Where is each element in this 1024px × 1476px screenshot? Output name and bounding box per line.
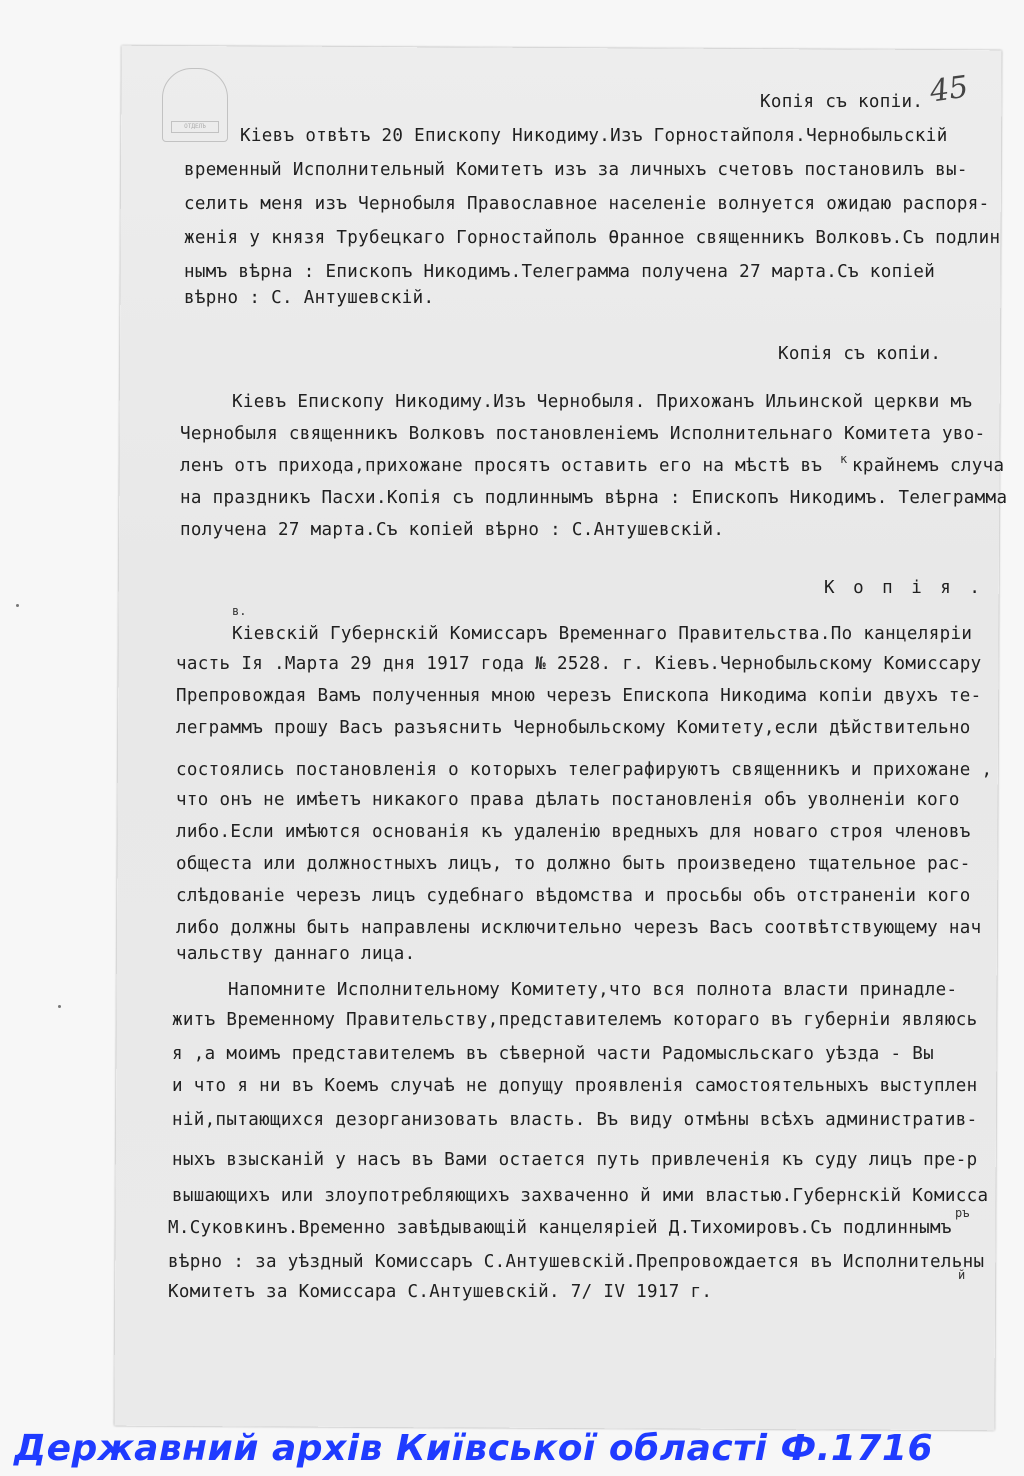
letter-line: леграммъ прошу Васъ разъяснить Чернобыльскому Комитету,если дѣйствительно [176, 718, 971, 738]
telegram2-line: Чернобыля священникъ Волковъ постановленіемъ Исполнительнаго Комитета уво- [180, 424, 986, 444]
letter-line: слѣдованіе черезъ лицъ судебнаго вѣдомства и просьбы объ отстраненіи кого [176, 886, 971, 906]
letter-line: вѣрно : за уѣздный Комиссаръ С.Антушевскій.Препровождается въ Исполнительны [168, 1252, 985, 1272]
letter-line: и что я ни въ Коемъ случаѣ не допущу проявленія самостоятельныхъ выступлен [172, 1076, 978, 1096]
letter-line: чальству даннаго лица. [176, 944, 416, 964]
letter-line: Препровождая Вамъ полученныя мною черезъ Епископа Никодима копіи двухъ те- [176, 686, 982, 706]
telegram1-line: вѣрно : С. Антушевскій. [184, 288, 435, 308]
insert-mark: ръ [955, 1206, 970, 1220]
archive-stamp-icon [162, 68, 228, 142]
telegram1-line: временный Исполнительный Комитетъ изъ за личныхъ счетовъ постановилъ вы- [184, 160, 968, 180]
letter-line: Кіевскій Губернскій Комиссаръ Временнаго Правительства.По канцеляріи [232, 624, 973, 644]
stamp-text: ОТДЕЛЪ [171, 121, 219, 133]
archive-watermark-label: Державний архів Київської області Ф.1716 [14, 1428, 934, 1469]
letter-line: вышающихъ или злоупотребляющихъ захваченно й ими властью.Губернскій Комисса [172, 1186, 989, 1206]
letter-line: состоялись постановленія о которыхъ телеграфируютъ священникъ и прихожане , [176, 760, 993, 780]
letter-line: житъ Временному Правительству,представителемъ котораго въ губерніи являюсь [172, 1010, 978, 1030]
letter-line: ныхъ взысканій у насъ въ Вами остается путь привлеченія къ суду лицъ пре-р [172, 1150, 978, 1170]
insert-mark: к [840, 452, 848, 466]
telegram2-heading: Копія съ копіи. [778, 344, 942, 364]
letter-line: я ,а моимъ представителемъ въ сѣверной части Радомысльскаго уѣзда - Вы [172, 1044, 935, 1064]
telegram2-line: на праздникъ Пасхи.Копія съ подлиннымъ вѣрна : Епископъ Никодимъ. Телеграмма [180, 488, 1008, 508]
letter-line: либо должны быть направлены исключительно черезъ Васъ соотвѣтствующему нач [176, 918, 982, 938]
letter-line: что онъ не имѣетъ никакого права дѣлать постановленія объ уволненіи кого [176, 790, 960, 810]
letter-line: общеста или должностныхъ лицъ, то должно быть произведено тщательное рас- [176, 854, 971, 874]
telegram2-line: получена 27 марта.Съ копіей вѣрно : С.Антушевскій. [180, 520, 725, 540]
telegram1-line: женія у князя Трубецкаго Горностайполь Ѳранное священникъ Волковъ.Съ подлин [184, 228, 1001, 248]
telegram1-line: Кіевъ отвѣтъ 20 Епископу Никодиму.Изъ Горностайполя.Чернобыльскій [240, 126, 948, 146]
scan-speck [58, 1005, 61, 1008]
insert-mark: й [958, 1268, 966, 1282]
telegram1-line: нымъ вѣрна : Епископъ Никодимъ.Телеграмма получена 27 марта.Съ копіей [184, 262, 936, 282]
telegram1-heading: Копія съ копіи. [760, 92, 924, 112]
letter-line: Напомните Исполнительному Комитету,что вся полнота власти принадле- [228, 980, 958, 1000]
telegram2-line: ленъ отъ прихода,прихожане просятъ оставить его на мѣстѣ въ [180, 456, 823, 476]
letter-line: ній,пытающихся дезорганизовать власть. Въ виду отмѣны всѣхъ административ- [172, 1110, 978, 1130]
folio-number: 45 [927, 69, 971, 110]
letter-line: Комитетъ за Комиссара С.Антушевскій. 7/ IV 1917 г. [168, 1282, 713, 1302]
scan-speck [16, 604, 19, 607]
insert-mark: в. [232, 604, 247, 618]
telegram2-line: Кіевъ Епископу Никодиму.Изъ Чернобыля. Прихожанъ Ильинской церкви мъ [232, 392, 973, 412]
letter-line: М.Суковкинъ.Временно завѣдывающій канцеляріей Д.Тихомировъ.Съ подлиннымъ [168, 1218, 952, 1238]
letter-heading: К о п і я . [824, 578, 984, 598]
letter-line: часть Iя .Марта 29 дня 1917 года № 2528. г. Кіевъ.Чернобыльскому Комиссару [176, 654, 982, 674]
telegram2-line: крайнемъ случа [852, 456, 1005, 476]
telegram1-line: селить меня изъ Чернобыля Православное населеніе волнуется ожидаю распоря- [184, 194, 990, 214]
letter-line: либо.Если имѣются основанія къ удаленію вредныхъ для новаго строя членовъ [176, 822, 971, 842]
